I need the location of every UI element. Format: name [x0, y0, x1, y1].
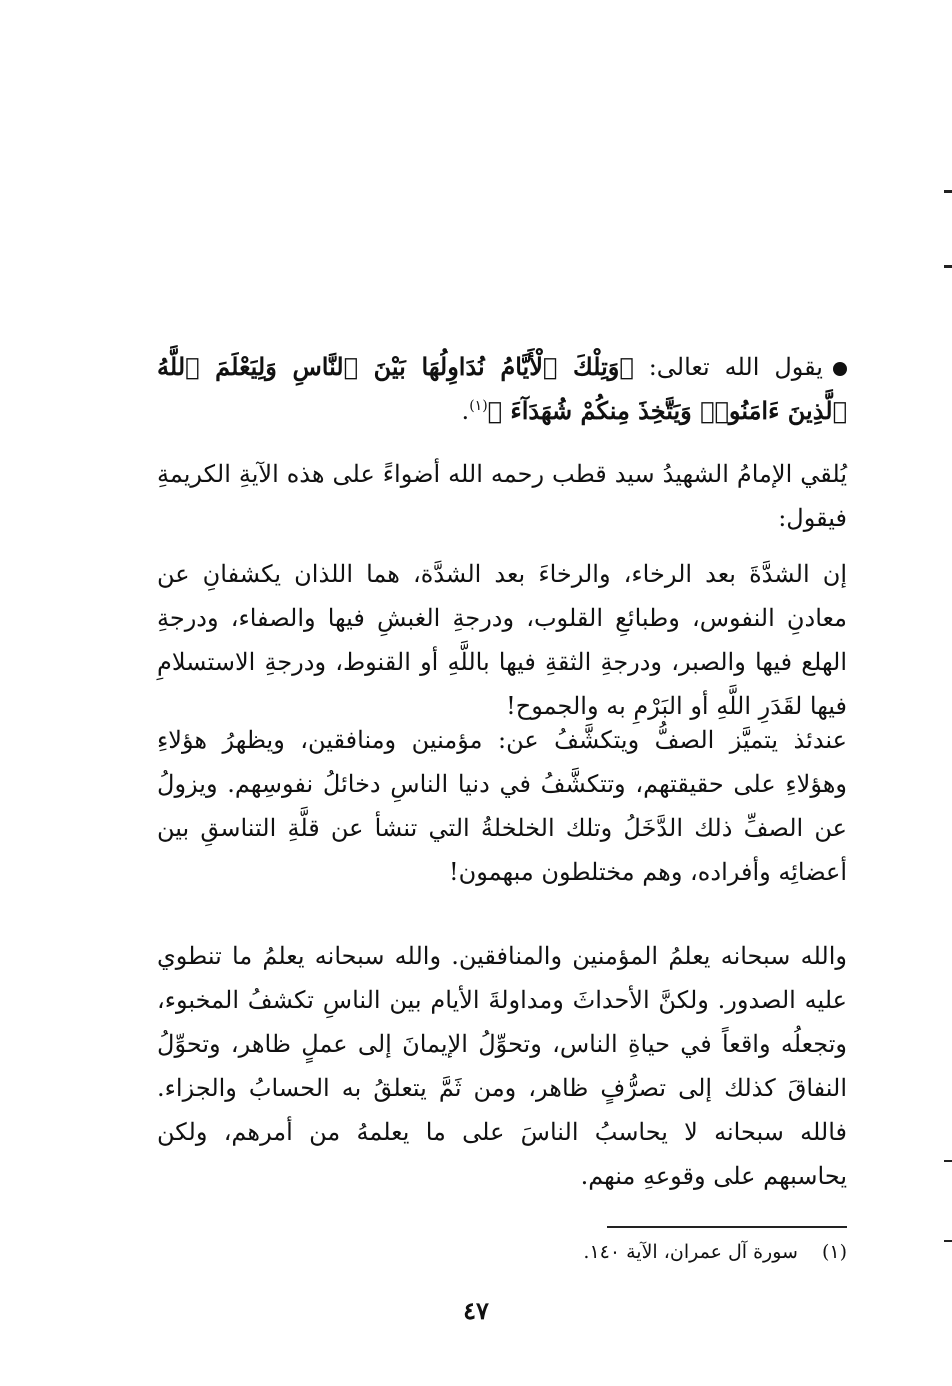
bullet-icon: [833, 362, 847, 376]
body-paragraph: يُلقي الإمامُ الشهيدُ سيد قطب رحمه الله أضواءً على هذه الآيةِ الكريمةِ فيقول:: [157, 460, 848, 532]
footnote-reference: (١): [469, 398, 488, 414]
verse-intro: يقول الله تعالى:: [648, 353, 823, 381]
footnote-text: سورة آل عمران، الآية ١٤٠.: [583, 1241, 798, 1263]
body-paragraph: والله سبحانه يعلمُ المؤمنين والمنافقين. والله سبحانه يعلمُ ما تنطوي عليه الصدور. ولكنَّ الأحداثَ ومداولةَ الأيام بين الناسِ تكشفُ المخبوء، وتجعلُه واقعاً في حياةِ الناس، وتحوِّلُ الإيمانَ إلى عملٍ ظاهر، وتحوِّلُ النفاقَ كذلك إلى تصرُّفٍ ظاهر، ومن ثَمَّ يتعلقُ به الحسابُ والجزاء. فالله سبحانه لا يحاسبُ الناسَ على ما يعلمهُ من أمرهم، ولكن يحاسبهم على وقوعهِ منهم.: [157, 942, 847, 1190]
footnote-divider: [607, 1226, 847, 1228]
scan-edge-mark: [944, 1240, 952, 1242]
footnote: [247, 1236, 847, 1268]
quran-verse-paragraph: [157, 345, 847, 433]
verse-end-mark: .: [461, 397, 470, 425]
scan-edge-mark: [944, 265, 952, 268]
scan-edge-mark: [944, 190, 952, 193]
body-paragraph: عندئذ يتميَّز الصفُّ ويتكشَّفُ عن: مؤمنين ومنافقين، ويظهرُ هؤلاءِ وهؤلاءِ على حقيقتهم، وتتكشَّفُ في دنيا الناسِ دخائلُ نفوسِهم. ويزولُ عن الصفِّ ذلك الدَّخَلُ وتلك الخلخلةُ التي تنشأ عن قلَّةِ التناسقِ بين أعضائِه وأفراده، وهم مختلطون مبهمون!: [157, 726, 847, 886]
body-paragraph: إن الشدَّةَ بعد الرخاء، والرخاءَ بعد الشدَّة، هما اللذان يكشفانِ عن معادنِ النفوس، وطبائعِ القلوب، ودرجةِ الغبشِ فيها والصفاء، ودرجةِ الهلع فيها والصبر، ودرجةِ الثقةِ فيها باللَّهِ أو القنوط، ودرجةِ الاستسلامِ فيها لقَدَرِ اللَّهِ أو البَرْمِ به والجموح!: [157, 560, 847, 720]
scan-edge-mark: [944, 1160, 952, 1162]
page-number: ٤٧: [463, 1296, 489, 1325]
quran-verse-text: ﴿وَتِلْكَ ٱلْأَيَّامُ نُدَاوِلُهَا بَيْنَ ٱلنَّاسِ وَلِيَعْلَمَ ٱللَّهُ ٱلَّذِينَ ءَامَنُوا۟ وَيَتَّخِذَ مِنكُمْ شُهَدَآءَ ﴾: [157, 352, 847, 425]
footnote-number: (١): [821, 1241, 847, 1263]
